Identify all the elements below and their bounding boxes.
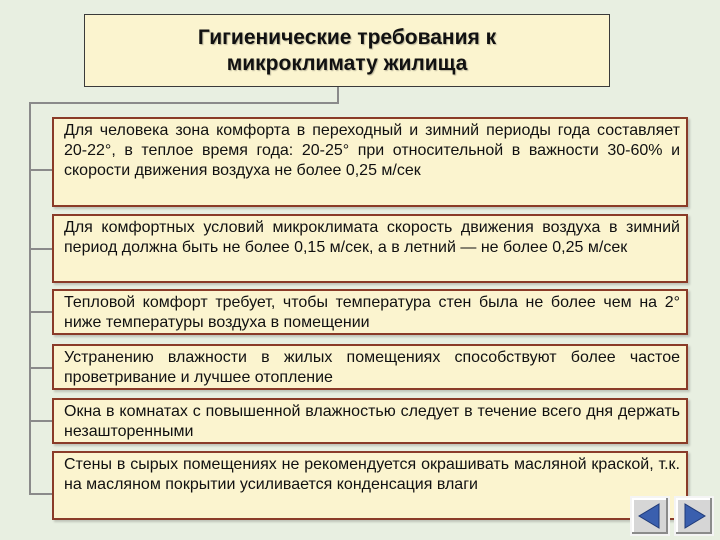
requirement-item-3	[52, 289, 688, 335]
requirement-text-4: Устранению влажности в жилых помещениях способствуют более частое проветривание и лучшее отопление	[64, 349, 680, 386]
requirement-item-1	[52, 117, 688, 207]
connector-branch-4	[29, 367, 52, 369]
connector-top-horizontal	[29, 102, 339, 104]
connector-trunk	[29, 102, 31, 495]
connector-branch-2	[29, 248, 52, 250]
connector-branch-1	[29, 169, 52, 171]
triangle-left-icon	[632, 498, 668, 534]
title-line-2: микроклимату жилища	[226, 51, 468, 75]
requirement-item-5	[52, 398, 688, 444]
next-slide-button[interactable]	[674, 496, 714, 536]
previous-slide-button[interactable]	[630, 496, 670, 536]
connector-title-stem	[337, 87, 339, 103]
requirement-item-6	[52, 451, 688, 520]
requirement-text-6: Стены в сырых помещениях не рекомендуется окрашивать масляной краской, т.к. на масляном покрытии усиливается конденсация влаги	[64, 456, 680, 493]
connector-branch-3	[29, 311, 52, 313]
requirement-text-1: Для человека зона комфорта в переходный и зимний периоды года составляет 20-22°, в теплое время года: 20-25° при относительной в важности 30-60% и скорости движения воздуха не более 0,25 м/сек	[64, 122, 680, 179]
requirement-text-2: Для комфортных условий микроклимата скорость движения воздуха в зимний период должна быть не более 0,15 м/сек, а в летний — не более 0,25 м/сек	[64, 219, 680, 256]
requirement-item-2	[52, 214, 688, 283]
connector-branch-5	[29, 420, 52, 422]
requirement-text-3: Тепловой комфорт требует, чтобы температура стен была не более чем на 2° ниже температуры воздуха в помещении	[64, 294, 680, 331]
requirement-item-4	[52, 344, 688, 390]
title-box	[84, 14, 610, 87]
connector-branch-6	[29, 493, 52, 495]
requirement-text-5: Окна в комнатах с повышенной влажностью следует в течение всего дня держать незашторенными	[64, 403, 680, 440]
triangle-right-icon	[676, 498, 712, 534]
title-line-1: Гигиенические требования к	[197, 25, 497, 49]
